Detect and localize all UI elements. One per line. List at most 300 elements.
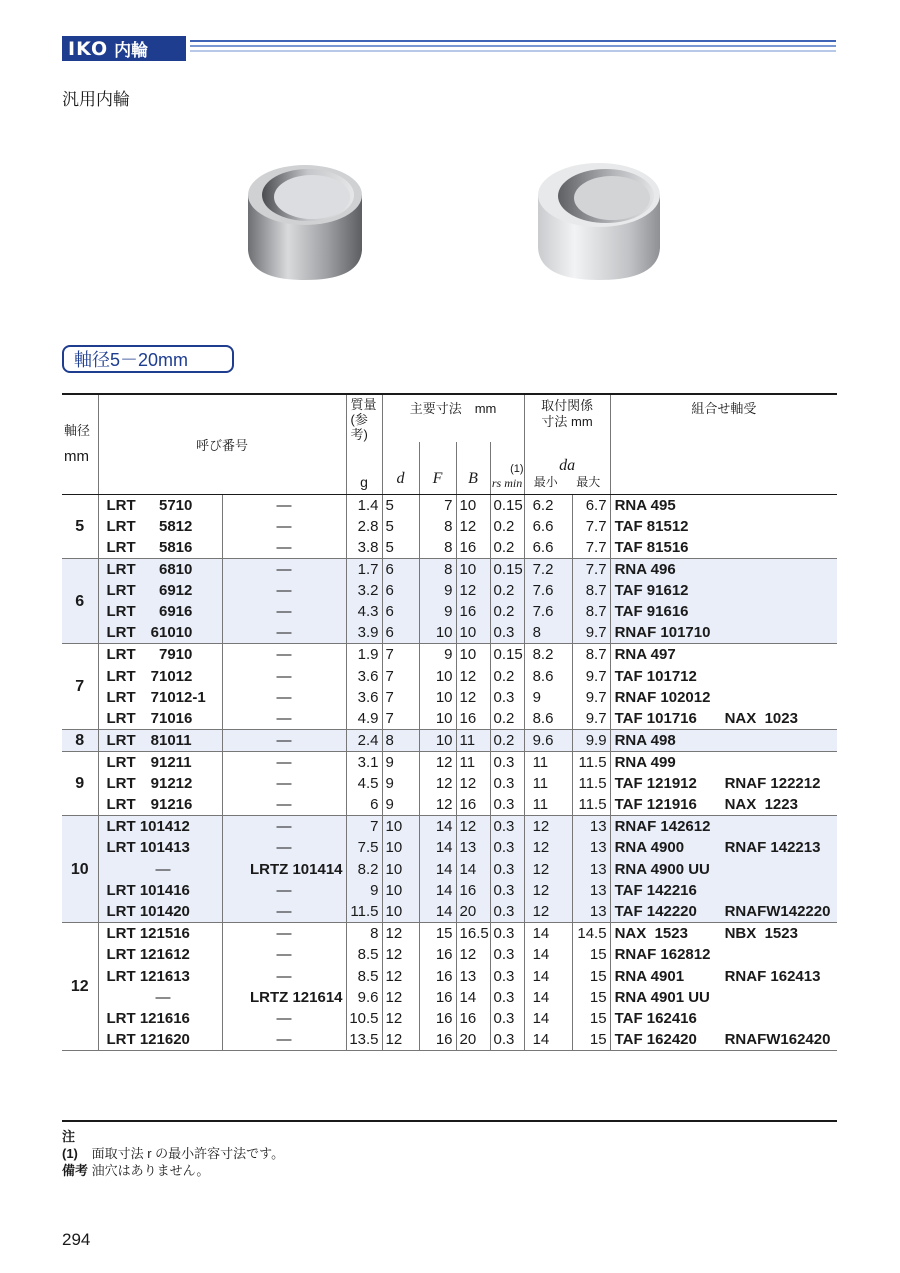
bearing-1: RNA 4900 — [614, 839, 685, 857]
da-min: 11 — [524, 773, 572, 794]
dim-B: 16 — [456, 1008, 490, 1029]
dim-rs: 0.2 — [490, 601, 524, 622]
da-max: 7.7 — [572, 516, 610, 537]
da-min: 12 — [524, 859, 572, 880]
designation-lrtz: ― — [222, 773, 346, 794]
da-max: 13 — [572, 816, 610, 838]
table-row — [62, 729, 837, 751]
dim-d: 9 — [382, 773, 419, 794]
designation-lrt: LRT 121613 — [98, 965, 222, 986]
combined-bearing — [610, 537, 837, 559]
da-max: 15 — [572, 944, 610, 965]
designation-lrtz: ― — [222, 901, 346, 923]
da-min: 11 — [524, 751, 572, 773]
dim-rs: 0.15 — [490, 644, 524, 666]
bearing-2: RNAFW162420 — [724, 1031, 831, 1049]
mass-value: 8.2 — [346, 859, 382, 880]
da-max: 13 — [572, 837, 610, 858]
dim-d: 12 — [382, 923, 419, 945]
da-min: 14 — [524, 1008, 572, 1029]
dim-d: 8 — [382, 729, 419, 751]
designation-lrtz: ― — [222, 516, 346, 537]
dim-d: 6 — [382, 580, 419, 601]
mass-value: 2.8 — [346, 516, 382, 537]
table-row — [62, 965, 837, 986]
dim-B: 20 — [456, 1029, 490, 1051]
da-max: 9.7 — [572, 622, 610, 644]
dim-d: 7 — [382, 708, 419, 730]
da-max: 15 — [572, 1008, 610, 1029]
dim-B: 16.5 — [456, 923, 490, 945]
table-row — [62, 773, 837, 794]
table-row — [62, 665, 837, 686]
da-min: 6.6 — [524, 537, 572, 559]
da-min: 8 — [524, 622, 572, 644]
table-row — [62, 558, 837, 580]
mass-value: 11.5 — [346, 901, 382, 923]
dim-d: 10 — [382, 837, 419, 858]
mass-value: 3.2 — [346, 580, 382, 601]
bearing-2: NBX 1523 — [724, 925, 798, 943]
dim-d: 9 — [382, 751, 419, 773]
dim-F: 16 — [419, 944, 456, 965]
designation-lrt: LRT 91212 — [98, 773, 222, 794]
da-min: 14 — [524, 1029, 572, 1051]
dim-F: 16 — [419, 965, 456, 986]
table-row — [62, 859, 837, 880]
designation-lrt: LRT 6912 — [98, 580, 222, 601]
bearing-2: RNAF 162413 — [724, 967, 821, 985]
dim-B: 10 — [456, 558, 490, 580]
da-min: 6.2 — [524, 494, 572, 516]
combined-bearing — [610, 729, 837, 751]
dim-F: 14 — [419, 859, 456, 880]
bearing-1: TAF 101712 — [614, 667, 697, 685]
designation-lrt: LRT 101420 — [98, 901, 222, 923]
table-row — [62, 751, 837, 773]
designation-lrt: LRT 121612 — [98, 944, 222, 965]
dim-d: 10 — [382, 859, 419, 880]
combined-bearing — [610, 622, 837, 644]
dim-rs: 0.2 — [490, 665, 524, 686]
dim-F: 10 — [419, 729, 456, 751]
designation-lrtz: ― — [222, 687, 346, 708]
dim-B: 10 — [456, 494, 490, 516]
combined-bearing — [610, 516, 837, 537]
designation-lrt: LRT 101413 — [98, 837, 222, 858]
designation-lrtz: ― — [222, 1008, 346, 1029]
dim-F: 10 — [419, 687, 456, 708]
da-max: 8.7 — [572, 580, 610, 601]
table-bottom-rule — [62, 1120, 837, 1122]
dim-rs: 0.3 — [490, 944, 524, 965]
bearing-2: RNAFW142220 — [724, 903, 831, 921]
dim-B: 10 — [456, 644, 490, 666]
combined-bearing — [610, 1029, 837, 1051]
combined-bearing — [610, 687, 837, 708]
mass-value: 4.3 — [346, 601, 382, 622]
dim-B: 14 — [456, 987, 490, 1008]
designation-lrt: LRT 121620 — [98, 1029, 222, 1051]
dim-rs: 0.2 — [490, 580, 524, 601]
table-row — [62, 794, 837, 816]
combined-bearing — [610, 987, 837, 1008]
dim-rs: 0.3 — [490, 880, 524, 901]
table-row — [62, 687, 837, 708]
col-d: d — [396, 469, 405, 487]
da-min: 12 — [524, 901, 572, 923]
mass-value: 3.9 — [346, 622, 382, 644]
mass-value: 3.6 — [346, 687, 382, 708]
combined-bearing — [610, 708, 837, 730]
dim-rs: 0.3 — [490, 987, 524, 1008]
da-min: 8.6 — [524, 665, 572, 686]
bearing-1: TAF 101716 — [614, 709, 697, 727]
dim-rs: 0.3 — [490, 687, 524, 708]
dim-B: 12 — [456, 944, 490, 965]
da-min: 14 — [524, 987, 572, 1008]
table-row — [62, 923, 837, 945]
dim-B: 16 — [456, 601, 490, 622]
da-max: 9.9 — [572, 729, 610, 751]
designation-lrt: ― — [98, 987, 222, 1008]
dim-B: 12 — [456, 580, 490, 601]
brand-header — [62, 36, 186, 61]
note-text: 面取寸法 r の最小許容寸法です。 — [91, 1146, 285, 1161]
page-number: 294 — [62, 1230, 91, 1249]
bearing-1: TAF 91612 — [614, 581, 689, 599]
table-row — [62, 837, 837, 858]
da-min: 6.6 — [524, 516, 572, 537]
mass-value: 13.5 — [346, 1029, 382, 1051]
dim-F: 16 — [419, 987, 456, 1008]
designation-lrtz: ― — [222, 580, 346, 601]
combined-bearing — [610, 1008, 837, 1029]
dim-rs: 0.2 — [490, 729, 524, 751]
bearing-1: RNA 4901 UU — [614, 988, 710, 1006]
dim-rs: 0.3 — [490, 794, 524, 816]
mass-value: 9 — [346, 880, 382, 901]
mass-value: 1.7 — [346, 558, 382, 580]
combined-bearing — [610, 901, 837, 923]
table-row — [62, 880, 837, 901]
dim-rs: 0.2 — [490, 708, 524, 730]
designation-lrt: ― — [98, 859, 222, 880]
designation-lrt: LRT 121516 — [98, 923, 222, 945]
dim-d: 6 — [382, 622, 419, 644]
col-mass-unit: g — [346, 442, 382, 494]
combined-bearing — [610, 644, 837, 666]
mass-value: 10.5 — [346, 1008, 382, 1029]
table-row — [62, 1029, 837, 1051]
col-shaft: 軸径 — [64, 423, 91, 439]
mass-value: 7 — [346, 816, 382, 838]
designation-lrtz: ― — [222, 751, 346, 773]
combined-bearing — [610, 580, 837, 601]
designation-lrtz: ― — [222, 816, 346, 838]
mass-value: 4.5 — [346, 773, 382, 794]
bearing-1: RNA 496 — [614, 560, 676, 578]
col-F: F — [432, 469, 443, 487]
da-min: 9.6 — [524, 729, 572, 751]
dim-F: 9 — [419, 580, 456, 601]
table-row — [62, 580, 837, 601]
da-max: 7.7 — [572, 558, 610, 580]
col-main-dims: 主要寸法 mm — [382, 394, 524, 442]
dim-F: 8 — [419, 558, 456, 580]
dim-d: 10 — [382, 816, 419, 838]
col-shaft-unit: mm — [64, 448, 89, 466]
bearing-1: TAF 121912 — [614, 775, 697, 793]
dim-d: 12 — [382, 965, 419, 986]
designation-lrtz: ― — [222, 644, 346, 666]
da-max: 13 — [572, 880, 610, 901]
table-body — [62, 494, 837, 1051]
designation-lrt: LRT 7910 — [98, 644, 222, 666]
dim-B: 11 — [456, 729, 490, 751]
remark-text: 油穴はありません。 — [91, 1163, 210, 1178]
table-row — [62, 537, 837, 559]
dim-B: 16 — [456, 537, 490, 559]
bearing-1: TAF 142216 — [614, 882, 697, 900]
bearing-1: RNA 4900 UU — [614, 860, 710, 878]
bearing-1: TAF 121916 — [614, 796, 697, 814]
brand-logo: IKO — [68, 37, 109, 60]
inner-ring-image-1 — [240, 155, 370, 285]
mass-value: 4.9 — [346, 708, 382, 730]
designation-lrtz: LRTZ 101414 — [222, 859, 346, 880]
col-da-max: 最大 — [576, 474, 601, 489]
dim-B: 16 — [456, 708, 490, 730]
table-row — [62, 944, 837, 965]
designation-lrt: LRT 71012 — [98, 665, 222, 686]
combined-bearing — [610, 880, 837, 901]
dim-d: 12 — [382, 1029, 419, 1051]
dim-d: 6 — [382, 558, 419, 580]
bearing-1: TAF 81516 — [614, 538, 689, 556]
bearing-1: RNA 499 — [614, 753, 676, 771]
dim-rs: 0.15 — [490, 558, 524, 580]
da-min: 8.2 — [524, 644, 572, 666]
col-rs: rs min — [491, 475, 523, 490]
combined-bearing — [610, 837, 837, 858]
mass-value: 8 — [346, 923, 382, 945]
col-da-min: 最小 — [533, 474, 558, 489]
designation-lrt: LRT 121616 — [98, 1008, 222, 1029]
dim-rs: 0.2 — [490, 537, 524, 559]
table-row — [62, 1008, 837, 1029]
dim-B: 20 — [456, 901, 490, 923]
footnotes — [62, 1128, 284, 1179]
designation-lrt: LRT 5812 — [98, 516, 222, 537]
da-max: 11.5 — [572, 794, 610, 816]
da-max: 8.7 — [572, 601, 610, 622]
designation-lrtz: ― — [222, 558, 346, 580]
dim-B: 12 — [456, 516, 490, 537]
shaft-diameter: 9 — [62, 751, 98, 815]
dim-B: 16 — [456, 794, 490, 816]
dim-F: 9 — [419, 644, 456, 666]
designation-lrtz: ― — [222, 923, 346, 945]
dim-B: 12 — [456, 816, 490, 838]
dim-B: 14 — [456, 859, 490, 880]
mass-value: 7.5 — [346, 837, 382, 858]
designation-lrt: LRT 101412 — [98, 816, 222, 838]
dim-B: 12 — [456, 687, 490, 708]
combined-bearing — [610, 773, 837, 794]
combined-bearing — [610, 665, 837, 686]
da-min: 7.6 — [524, 601, 572, 622]
mass-value: 1.4 — [346, 494, 382, 516]
designation-lrt: LRT 61010 — [98, 622, 222, 644]
bearing-2: RNAF 142213 — [724, 839, 821, 857]
bearing-1: TAF 142220 — [614, 903, 697, 921]
designation-lrt: LRT 5710 — [98, 494, 222, 516]
dim-d: 7 — [382, 644, 419, 666]
combined-bearing — [610, 794, 837, 816]
remark-label: 備考 — [62, 1163, 89, 1178]
designation-lrtz: ― — [222, 794, 346, 816]
da-max: 15 — [572, 987, 610, 1008]
dim-F: 14 — [419, 816, 456, 838]
mass-value: 6 — [346, 794, 382, 816]
dim-F: 7 — [419, 494, 456, 516]
dim-B: 16 — [456, 880, 490, 901]
bearing-1: RNA 498 — [614, 731, 676, 749]
da-min: 14 — [524, 944, 572, 965]
designation-lrtz: ― — [222, 622, 346, 644]
dim-F: 14 — [419, 837, 456, 858]
dim-F: 16 — [419, 1008, 456, 1029]
note-label: 注(1) — [62, 1129, 78, 1161]
designation-lrt: LRT 91216 — [98, 794, 222, 816]
bearing-1: RNAF 162812 — [614, 946, 711, 964]
da-max: 9.7 — [572, 708, 610, 730]
col-B: B — [468, 469, 478, 487]
mass-value: 3.1 — [346, 751, 382, 773]
designation-lrtz: ― — [222, 880, 346, 901]
da-min: 12 — [524, 816, 572, 838]
da-max: 6.7 — [572, 494, 610, 516]
designation-lrtz: ― — [222, 665, 346, 686]
bearing-1: RNA 497 — [614, 646, 676, 664]
da-min: 12 — [524, 880, 572, 901]
dim-rs: 0.15 — [490, 494, 524, 516]
dim-d: 6 — [382, 601, 419, 622]
col-mass: 質量 (参考) — [346, 394, 382, 442]
da-max: 15 — [572, 965, 610, 986]
dim-F: 12 — [419, 751, 456, 773]
table-row — [62, 708, 837, 730]
dim-rs: 0.3 — [490, 751, 524, 773]
bearing-1: RNAF 101710 — [614, 624, 711, 642]
mass-value: 3.8 — [346, 537, 382, 559]
bearing-2: NAX 1023 — [724, 709, 798, 727]
dim-F: 10 — [419, 665, 456, 686]
table-row — [62, 987, 837, 1008]
bearing-2: NAX 1223 — [724, 796, 798, 814]
designation-lrtz: ― — [222, 1029, 346, 1051]
shaft-diameter: 8 — [62, 729, 98, 751]
designation-lrtz: LRTZ 121614 — [222, 987, 346, 1008]
designation-lrt: LRT 6810 — [98, 558, 222, 580]
da-max: 14.5 — [572, 923, 610, 945]
brand-text: 内輪 — [114, 41, 149, 60]
dim-B: 10 — [456, 622, 490, 644]
mass-value: 8.5 — [346, 965, 382, 986]
dim-F: 16 — [419, 1029, 456, 1051]
bearing-1: TAF 162420 — [614, 1031, 697, 1049]
mass-value: 2.4 — [346, 729, 382, 751]
designation-lrtz: ― — [222, 729, 346, 751]
bearing-1: TAF 81512 — [614, 517, 689, 535]
designation-lrtz: ― — [222, 944, 346, 965]
dim-F: 12 — [419, 794, 456, 816]
dim-F: 15 — [419, 923, 456, 945]
combined-bearing — [610, 558, 837, 580]
dim-rs: 0.3 — [490, 622, 524, 644]
da-min: 8.6 — [524, 708, 572, 730]
dim-B: 12 — [456, 773, 490, 794]
dim-d: 9 — [382, 794, 419, 816]
bearing-1: NAX 1523 — [614, 925, 688, 943]
combined-bearing — [610, 944, 837, 965]
da-min: 14 — [524, 965, 572, 986]
bearing-1: RNA 495 — [614, 496, 676, 514]
combined-bearing — [610, 494, 837, 516]
da-min: 7.6 — [524, 580, 572, 601]
dim-rs: 0.2 — [490, 516, 524, 537]
bearing-1: TAF 91616 — [614, 603, 689, 621]
dim-F: 10 — [419, 708, 456, 730]
dim-F: 14 — [419, 901, 456, 923]
dim-rs: 0.3 — [490, 859, 524, 880]
dim-rs: 0.3 — [490, 837, 524, 858]
dim-rs: 0.3 — [490, 965, 524, 986]
dim-rs: 0.3 — [490, 1029, 524, 1051]
spec-table — [62, 393, 837, 1051]
mass-value: 9.6 — [346, 987, 382, 1008]
page-subtitle: 汎用内輪 — [62, 90, 130, 109]
combined-bearing — [610, 751, 837, 773]
da-max: 7.7 — [572, 537, 610, 559]
da-max: 13 — [572, 901, 610, 923]
dim-rs: 0.3 — [490, 901, 524, 923]
table-row — [62, 901, 837, 923]
da-max: 15 — [572, 1029, 610, 1051]
dim-F: 10 — [419, 622, 456, 644]
dim-rs: 0.3 — [490, 773, 524, 794]
mass-value: 1.9 — [346, 644, 382, 666]
designation-lrt: LRT 91211 — [98, 751, 222, 773]
combined-bearing — [610, 816, 837, 838]
combined-bearing — [610, 923, 837, 945]
col-mount: 取付関係 寸法 mm — [524, 394, 610, 442]
designation-lrtz: ― — [222, 965, 346, 986]
shaft-diameter: 5 — [62, 494, 98, 558]
dim-B: 11 — [456, 751, 490, 773]
dim-F: 14 — [419, 880, 456, 901]
bearing-1: RNAF 142612 — [614, 818, 711, 836]
shaft-diameter: 7 — [62, 644, 98, 730]
da-max: 9.7 — [572, 665, 610, 686]
designation-lrt: LRT 71012-1 — [98, 687, 222, 708]
table-row — [62, 816, 837, 838]
da-min: 12 — [524, 837, 572, 858]
combined-bearing — [610, 601, 837, 622]
dim-rs: 0.3 — [490, 816, 524, 838]
da-max: 8.7 — [572, 644, 610, 666]
